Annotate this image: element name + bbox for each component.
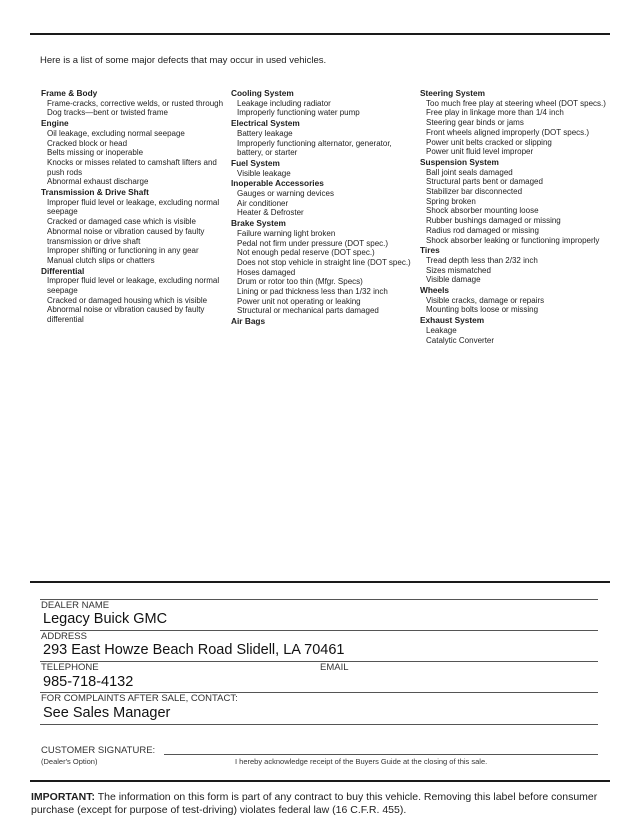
section-rule [30,581,610,583]
defect-item: Leakage including radiator [237,98,331,108]
defect-item: Visible cracks, damage or repairs [426,295,545,305]
defect-section-title: Exhaust System [420,315,485,326]
defect-section-title: Wheels [420,285,450,296]
defect-item: Power unit belts cracked or slipping [426,137,552,147]
defect-item: Leakage [426,325,457,335]
form-line [40,599,598,600]
defect-item: Improper fluid level or leakage, excluding normal seepage [47,276,220,296]
customer-signature-label: CUSTOMER SIGNATURE: [41,745,156,756]
important-notice [31,791,611,817]
important-label: IMPORTANT: [31,791,95,803]
defect-item: Structural or mechanical parts damaged [237,306,379,316]
email-label: EMAIL [320,662,349,673]
defect-section [231,179,416,218]
defect-section-title: Fuel System [231,157,280,168]
defect-item: Catalytic Converter [426,335,495,345]
dealer-name-label: DEALER NAME [41,600,110,611]
defect-section-title: Electrical System [231,118,300,129]
bottom-rule [30,780,610,782]
defect-item: Mounting bolts loose or missing [426,305,539,315]
defect-item: Dog tracks—bent or twisted frame [47,108,168,118]
defect-section [420,286,620,315]
defect-column-1 [41,88,226,325]
address-label: ADDRESS [41,631,87,642]
defect-item: Heater & Defroster [237,208,304,218]
defect-section-title: Cooling System [231,88,294,98]
defect-section [420,246,620,285]
defect-item: Power unit not operating or leaking [237,296,361,306]
complaints-value: See Sales Manager [43,705,171,721]
defect-section-title: Air Bags [231,316,266,327]
defect-item: Too much free play at steering wheel (DOT specs.) [426,98,606,108]
defect-item: Manual clutch slips or chatters [47,255,155,265]
defect-item: Knocks or misses related to camshaft lifters and push rods [47,157,217,177]
defect-section-title: Engine [41,118,69,129]
defect-section [231,219,416,316]
defect-item: Cracked block or head [47,138,128,148]
defect-item: Tread depth less than 2/32 inch [426,255,538,265]
defect-item: Battery leakage [237,128,293,138]
form-line [40,630,598,631]
defect-section-title: Steering System [420,88,486,98]
defect-item: Improper shifting or functioning in any gear [47,246,199,256]
defect-section-title: Frame & Body [41,88,98,98]
defect-item: Lining or pad thickness less than 1/32 inch [237,287,388,297]
defect-item: Pedal not firm under pressure (DOT spec.) [237,238,389,248]
defect-item: Shock absorber leaking or functioning improperly [426,235,600,245]
defect-item: Spring broken [426,196,476,206]
telephone-value: 985-718-4132 [43,674,134,690]
defect-section-title: Transmission & Drive Shaft [41,187,149,198]
defect-item: Improperly functioning water pump [237,108,360,118]
defect-section [420,316,620,345]
defect-section [41,188,226,266]
defect-item: Cracked or damaged case which is visible [47,217,196,227]
defect-item: Oil leakage, excluding normal seepage [47,128,185,138]
defect-item: Sizes mismatched [426,265,491,275]
form-line [40,661,598,662]
defect-section [41,119,226,187]
defect-item: Hoses damaged [237,267,296,277]
dealer-name-value: Legacy Buick GMC [43,611,168,627]
defect-item: Improper fluid level or leakage, excluding normal seepage [47,197,220,217]
intro-text: Here is a list of some major defects that may occur in used vehicles. [40,55,327,66]
defect-section-title: Differential [41,265,85,276]
defect-section-title: Suspension System [420,156,499,167]
defect-item: Ball joint seals damaged [426,167,513,177]
defect-item: Failure warning light broken [237,228,336,238]
defect-section-title: Inoperable Accessories [231,178,324,189]
form-line [40,724,598,725]
defect-section [231,89,416,118]
defect-item: Visible damage [426,275,481,285]
defect-item: Does not stop vehicle in straight line (DOT spec.) [237,257,411,267]
defect-item: Abnormal exhaust discharge [47,177,149,187]
defect-item: Gauges or warning devices [237,189,334,199]
complaints-label: FOR COMPLAINTS AFTER SALE, CONTACT: [41,693,238,704]
defect-section [231,317,416,327]
top-rule [30,33,610,35]
defect-item: Free play in linkage more than 1/4 inch [426,108,564,118]
defect-column-3 [420,88,620,345]
defect-column-2 [231,88,416,327]
defect-item: Air conditioner [237,198,289,208]
dealer-option-note: (Dealer's Option) [41,757,98,766]
defect-item: Not enough pedal reserve (DOT spec.) [237,248,375,258]
defect-section [420,89,620,157]
defect-section [420,158,620,245]
important-text: The information on this form is part of any contract to buy this vehicle. Removing this label before consumer purchase (except for purpose of test-driving) violates federal law (16 C.F.R. 455). [31,791,598,816]
defect-item: Abnormal noise or vibration caused by faulty transmission or drive shaft [47,226,205,246]
telephone-label: TELEPHONE [41,662,99,673]
defect-item: Stabilizer bar disconnected [426,187,523,197]
defect-item: Belts missing or inoperable [47,148,144,158]
defect-item: Front wheels aligned improperly (DOT specs.) [426,127,590,137]
defect-item: Frame-cracks, corrective welds, or rusted through [47,98,224,108]
acknowledge-note: I hereby acknowledge receipt of the Buyers Guide at the closing of this sale. [235,757,488,766]
defect-section-title: Tires [420,245,440,256]
defect-section [41,267,226,325]
defect-item: Drum or rotor too thin (Mfgr. Specs) [237,277,363,287]
defect-section [41,89,226,118]
defect-section-title: Brake System [231,218,286,229]
defect-item: Improperly functioning alternator, generator, battery, or starter [237,138,392,158]
address-value: 293 East Howze Beach Road Slidell, LA 70461 [43,642,345,658]
defect-item: Steering gear binds or jams [426,118,524,128]
defect-item: Rubber bushings damaged or missing [426,216,561,226]
defect-item: Cracked or damaged housing which is visible [47,295,208,305]
defect-section [231,119,416,158]
defect-item: Power unit fluid level improper [426,147,534,157]
defect-section [231,159,416,178]
signature-line [164,754,598,755]
defect-item: Structural parts bent or damaged [426,177,543,187]
defect-item: Radius rod damaged or missing [426,225,539,235]
defect-item: Abnormal noise or vibration caused by faulty differential [47,305,205,325]
defect-item: Shock absorber mounting loose [426,206,539,216]
defect-item: Visible leakage [237,168,291,178]
